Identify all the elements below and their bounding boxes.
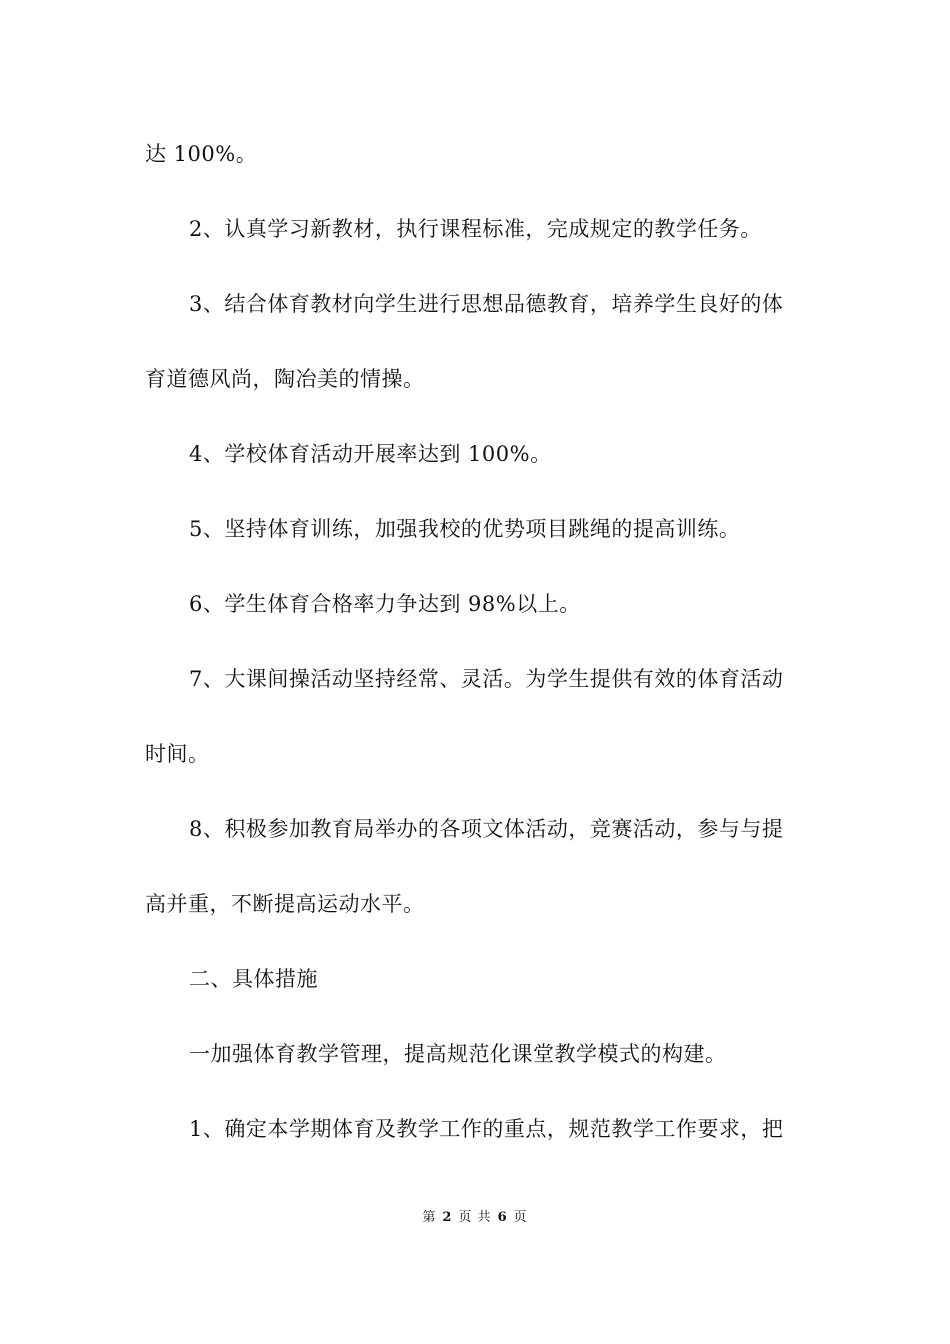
text-line-1: 达 100%。 xyxy=(145,142,258,166)
text-line-11: 高并重，不断提高运动水平。 xyxy=(145,892,425,916)
text-line-9: 时间。 xyxy=(145,742,210,766)
text-line-8: 7、大课间操活动坚持经常、灵活。为学生提供有效的体育活动 xyxy=(189,667,784,691)
footer-suffix: 页 xyxy=(513,1210,528,1225)
footer-middle: 页 共 xyxy=(458,1210,492,1225)
text-line-6: 5、坚持体育训练，加强我校的优势项目跳绳的提高训练。 xyxy=(189,517,741,541)
text-line-14: 1、确定本学期体育及教学工作的重点，规范教学工作要求，把 xyxy=(189,1117,784,1141)
page-footer xyxy=(0,1208,950,1228)
text-line-13: 一加强体育教学管理，提高规范化课堂教学模式的构建。 xyxy=(189,1042,727,1066)
text-line-10: 8、积极参加教育局举办的各项文体活动，竞赛活动，参与与提 xyxy=(189,817,784,841)
text-line-4: 育道德风尚，陶冶美的情操。 xyxy=(145,367,425,391)
footer-current-page: 2 xyxy=(442,1210,453,1225)
section-heading: 二、具体措施 xyxy=(189,967,318,991)
text-line-7: 6、学生体育合格率力争达到 98%以上。 xyxy=(189,592,581,616)
footer-total-pages: 6 xyxy=(497,1210,508,1225)
text-line-5: 4、学校体育活动开展率达到 100%。 xyxy=(189,442,552,466)
text-line-3: 3、结合体育教材向学生进行思想品德教育，培养学生良好的体 xyxy=(189,292,784,316)
footer-prefix: 第 xyxy=(422,1210,437,1225)
text-line-2: 2、认真学习新教材，执行课程标准，完成规定的教学任务。 xyxy=(189,217,762,241)
